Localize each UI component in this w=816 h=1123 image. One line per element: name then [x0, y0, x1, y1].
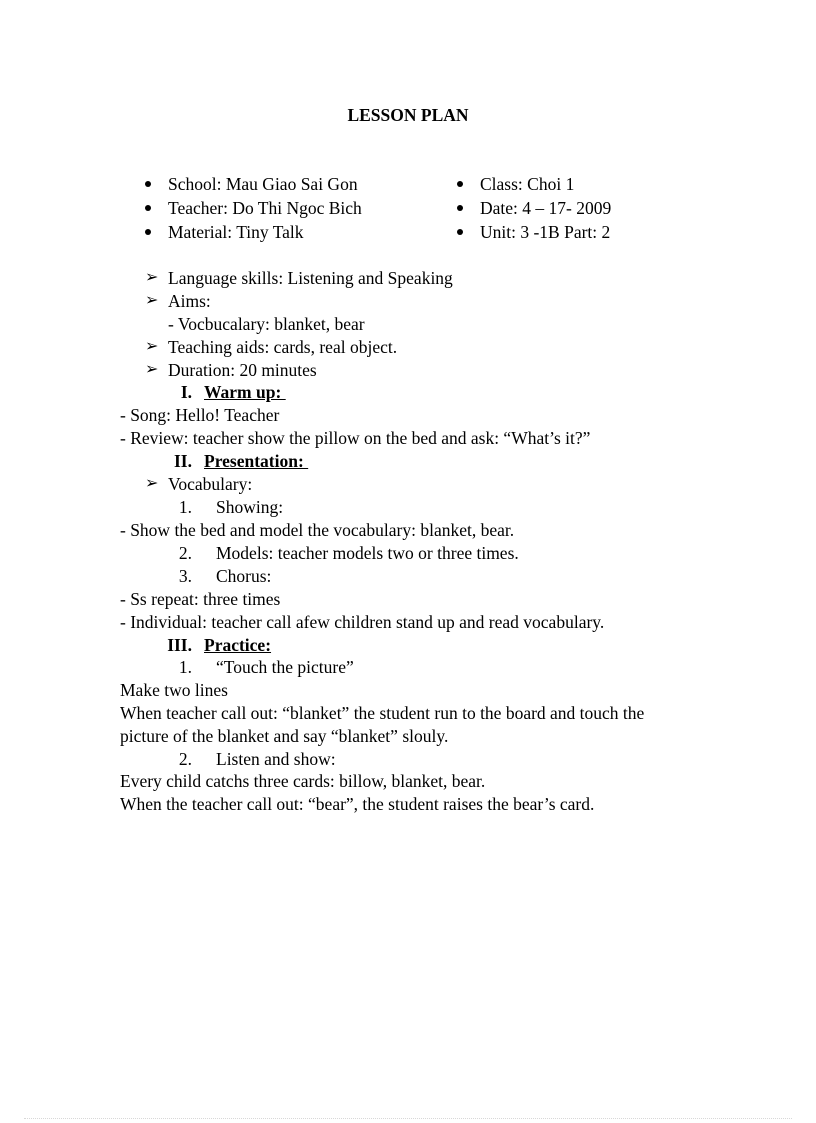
step-models: Models: teacher models two or three times. — [216, 543, 519, 563]
step-showing: Showing: — [216, 497, 284, 517]
bullet-icon — [457, 229, 463, 235]
step-number: 1. — [178, 497, 192, 517]
page-title: LESSON PLAN — [347, 105, 469, 125]
chorus-individual: - Individual: teacher call afew children stand up and read vocabulary. — [120, 612, 605, 632]
chorus-repeat: - Ss repeat: three times — [120, 589, 281, 609]
info-unit: Unit: 3 -1B Part: 2 — [480, 222, 611, 242]
practice-line: Make two lines — [120, 680, 228, 700]
practice-line: When the teacher call out: “bear”, the student raises the bear’s card. — [120, 794, 595, 814]
warmup-song: - Song: Hello! Teacher — [120, 405, 280, 425]
info-material: Material: Tiny Talk — [168, 222, 304, 242]
practice-line: Every child catchs three cards: billow, blanket, bear. — [120, 771, 486, 791]
bullet-icon — [457, 205, 463, 211]
arrow-bullet-icon: ➢ — [145, 338, 159, 355]
bullet-icon — [145, 205, 151, 211]
step-listen-show: Listen and show: — [216, 749, 336, 769]
section-3-number: III. — [167, 635, 192, 655]
section-2-title: Presentation: — [204, 451, 309, 471]
section-2-number: II. — [174, 451, 192, 471]
info-teacher: Teacher: Do Thi Ngoc Bich — [168, 198, 362, 218]
duration: Duration: 20 minutes — [168, 360, 317, 380]
arrow-bullet-icon: ➢ — [145, 269, 159, 286]
warmup-review: - Review: teacher show the pillow on the bed and ask: “What’s it?” — [120, 428, 591, 448]
step-touch-picture: “Touch the picture” — [216, 657, 354, 677]
practice-line: picture of the blanket and say “blanket” slouly. — [120, 726, 449, 746]
aims-label: Aims: — [168, 291, 211, 311]
step-chorus: Chorus: — [216, 566, 272, 586]
practice-line: When teacher call out: “blanket” the student run to the board and touch the — [120, 703, 645, 723]
aims-vocabulary: - Vocbucalary: blanket, bear — [168, 314, 365, 334]
arrow-bullet-icon: ➢ — [145, 475, 159, 492]
bullet-icon — [145, 181, 151, 187]
step-number: 2. — [178, 749, 192, 769]
arrow-bullet-icon: ➢ — [145, 361, 159, 378]
info-class: Class: Choi 1 — [480, 174, 575, 194]
language-skills: Language skills: Listening and Speaking — [168, 268, 453, 288]
section-1-title: Warm up: — [204, 382, 286, 402]
bullet-icon — [457, 181, 463, 187]
info-date: Date: 4 – 17- 2009 — [480, 198, 612, 218]
step-number: 1. — [178, 657, 192, 677]
teaching-aids: Teaching aids: cards, real object. — [168, 337, 398, 357]
page-bottom-divider — [24, 1118, 792, 1119]
bullet-icon — [145, 229, 151, 235]
vocabulary-label: Vocabulary: — [168, 474, 253, 494]
section-1-number: I. — [180, 382, 192, 402]
info-school: School: Mau Giao Sai Gon — [168, 174, 358, 194]
step-number: 3. — [178, 566, 192, 586]
section-3-title: Practice: — [204, 635, 272, 655]
step-number: 2. — [178, 543, 192, 563]
showing-detail: - Show the bed and model the vocabulary: blanket, bear. — [120, 520, 515, 540]
arrow-bullet-icon: ➢ — [145, 292, 159, 309]
